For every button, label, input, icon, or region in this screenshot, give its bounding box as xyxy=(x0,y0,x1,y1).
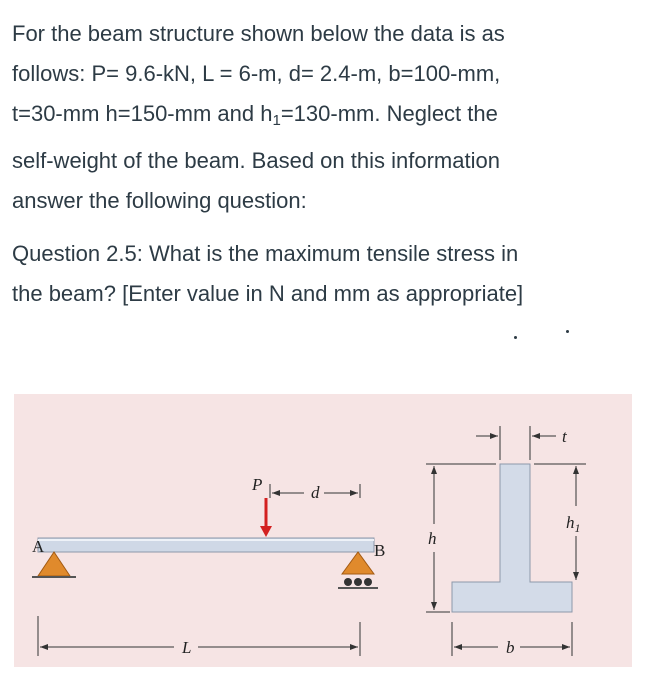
problem-line-3-subscript: 1 xyxy=(272,112,281,129)
stray-dot-2 xyxy=(566,330,569,333)
label-l: L xyxy=(182,638,192,657)
problem-line-3-prefix: t=30-mm h=150-mm and h xyxy=(12,101,273,126)
label-h1-sub: 1 xyxy=(574,521,581,535)
problem-line-3-suffix: =130-mm. Neglect the xyxy=(280,101,498,126)
beam-figure xyxy=(14,394,632,667)
label-a: A xyxy=(32,537,45,556)
beam-diagram-svg xyxy=(14,394,632,667)
label-h1-main: h xyxy=(566,513,575,532)
stray-dot-1 xyxy=(514,336,517,339)
question-line-1: Question 2.5: What is the maximum tensile stress in xyxy=(12,241,519,266)
label-p: P xyxy=(252,475,263,494)
label-h: h xyxy=(428,529,437,548)
label-b-width: b xyxy=(506,638,515,657)
problem-line-3 xyxy=(12,94,652,141)
problem-line-1: For the beam structure shown below the data is as xyxy=(12,21,505,46)
label-b: B xyxy=(374,541,386,560)
label-t: t xyxy=(562,427,567,446)
problem-line-2: follows: P= 9.6-kN, L = 6-m, d= 2.4-m, b=100-mm, xyxy=(12,61,501,86)
problem-line-4: self-weight of the beam. Based on this information xyxy=(12,148,500,173)
problem-statement xyxy=(12,14,652,221)
roller-1 xyxy=(344,578,352,586)
label-d: d xyxy=(311,483,320,502)
problem-line-5: answer the following question: xyxy=(12,188,307,213)
question-text xyxy=(12,234,652,314)
roller-2 xyxy=(354,578,362,586)
roller-3 xyxy=(364,578,372,586)
question-line-2: the beam? [Enter value in N and mm as appropriate] xyxy=(12,281,524,306)
